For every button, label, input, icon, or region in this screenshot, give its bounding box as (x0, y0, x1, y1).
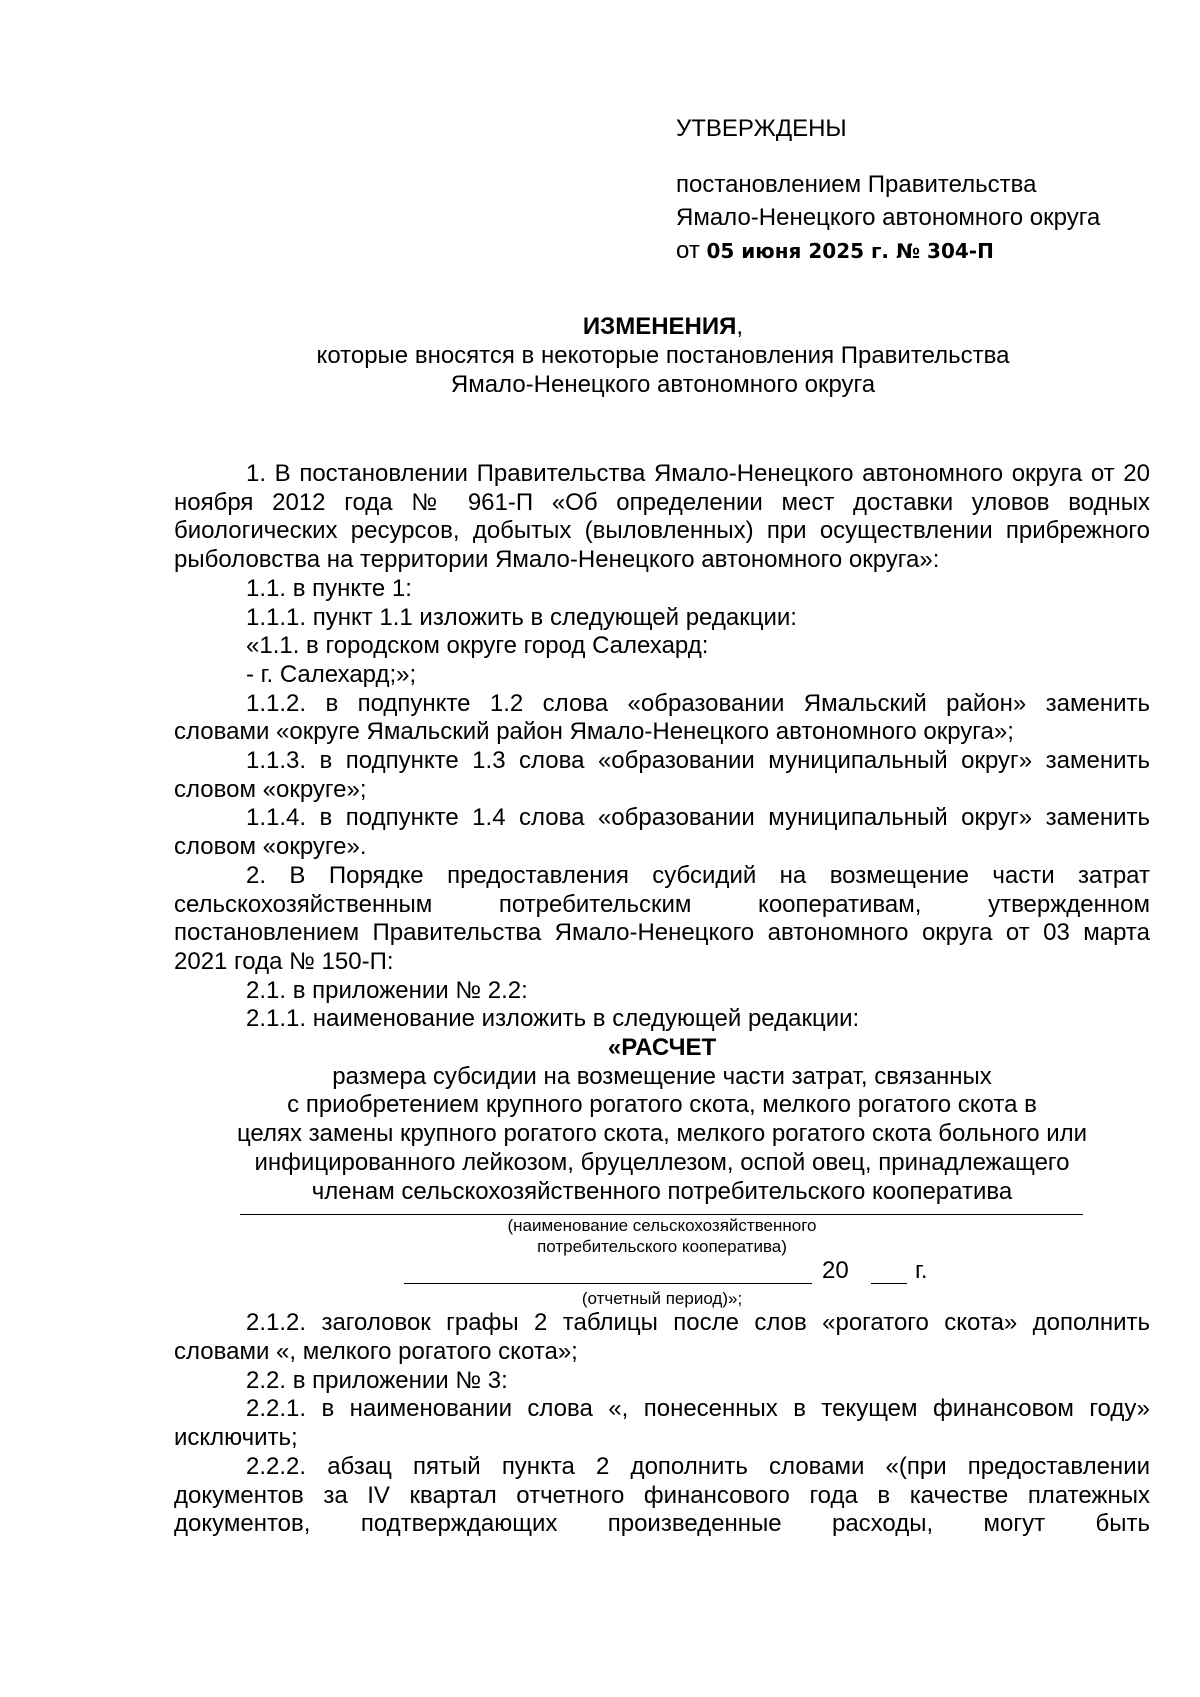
paragraph-1-1-1: 1.1.1. пункт 1.1 изложить в следующей редакции: (246, 603, 797, 631)
approval-date-number: 05 июня 2025 г. № 304-П (706, 239, 994, 263)
approval-date-prefix: от (676, 237, 700, 264)
paragraph-2-2-2: 2.2.2. абзац пятый пункта 2 дополнить словами «(при предоставлении документов за IV квартал отчетного финансового года в качестве платежных документов, подтверждающих произведенные расходы, могут быть (174, 1452, 1150, 1538)
calc-line-5: членам сельскохозяйственного потребительского кооператива (311, 1177, 1013, 1205)
paragraph-1-1-2: 1.1.2. в подпункте 1.2 слова «образовании Ямальский район» заменить словами «округе Ямальский район Ямало-Ненецкого автономного округа»; (174, 689, 1150, 746)
paragraph-2-1-2: 2.1.2. заголовок графы 2 таблицы после слов «рогатого скота» дополнить словами «, мелкого рогатого скота»; (174, 1309, 1150, 1365)
approval-line-2: Ямало-Ненецкого автономного округа (676, 204, 1101, 231)
paragraph-1-1-4: 1.1.4. в подпункте 1.4 слова «образовании муниципальный округ» заменить словом «округе». (174, 804, 1150, 861)
calc-line-1: размера субсидии на возмещение части затрат, связанных (332, 1062, 992, 1090)
calc-title-text: РАСЧЕТ (621, 1034, 717, 1062)
paragraph-1-1: 1.1. в пункте 1: (246, 574, 412, 602)
calc-line-3: целях замены крупного рогатого скота, мелкого рогатого скота больного или (236, 1120, 1088, 1148)
year-rule (871, 1283, 907, 1284)
title-line-1: которые вносятся в некоторые постановления Правительства (316, 342, 1010, 369)
quote-line-2: - г. Салехард;»; (246, 660, 417, 688)
year-prefix: 20 (822, 1257, 849, 1285)
approval-line-1: постановлением Правительства (676, 171, 1037, 198)
quote-line-1: «1.1. в городском округе город Салехард: (246, 632, 709, 660)
title-main: ИЗМЕНЕНИЯ (582, 313, 737, 340)
document-title (0, 312, 1200, 399)
calc-quote: « (607, 1034, 622, 1062)
paragraph-2-2-1: 2.2.1. в наименовании слова «, понесенных в текущем финансовом году» исключить; (174, 1395, 1150, 1452)
paragraph-2-2: 2.2. в приложении № 3: (246, 1366, 508, 1394)
approval-stamp (676, 112, 1100, 268)
approval-date (676, 234, 1100, 268)
hint-cooperative-2: потребительского кооператива) (537, 1237, 787, 1257)
calc-line-2: с приобретением крупного рогатого скота, мелкого рогатого скота в (287, 1091, 1037, 1119)
paragraph-2: 2. В Порядке предоставления субсидий на возмещение части затрат сельскохозяйственным потребительским кооперативам, утвержденном постановлением Правительства Ямало-Ненецкого автономного округа от 03 марта 2021 года № 150-П: (174, 861, 1150, 975)
paragraph-2-1: 2.1. в приложении № 2.2: (246, 976, 528, 1004)
hint-cooperative-1: (наименование сельскохозяйственного (507, 1216, 817, 1236)
paragraph-2-1-1: 2.1.1. наименование изложить в следующей редакции: (246, 1005, 860, 1033)
hint-period: (отчетный период)»; (581, 1289, 743, 1309)
paragraph-1: 1. В постановлении Правительства Ямало-Ненецкого автономного округа от 20 ноября 2012 года № 961-П «Об определении мест доставки уловов водных биологических ресурсов, добытых (выловленных) при осуществлении прибрежного рыболовства на территории Ямало-Ненецкого автономного округа»: (174, 460, 1150, 574)
title-line-2: Ямало-Ненецкого автономного округа (450, 371, 876, 398)
period-line (174, 1257, 1150, 1288)
period-rule (404, 1283, 812, 1284)
calc-title (174, 1034, 1150, 1063)
paragraph-1-1-3: 1.1.3. в подпункте 1.3 слова «образовании муниципальный округ» заменить словом «округе»; (174, 747, 1150, 803)
title-comma: , (736, 313, 744, 340)
year-suffix: г. (915, 1257, 928, 1285)
approval-heading: УТВЕРЖДЕНЫ (676, 115, 847, 142)
document-body (174, 460, 1150, 1539)
calc-line-4: инфицированного лейкозом, бруцеллезом, оспой овец, принадлежащего (254, 1148, 1070, 1176)
